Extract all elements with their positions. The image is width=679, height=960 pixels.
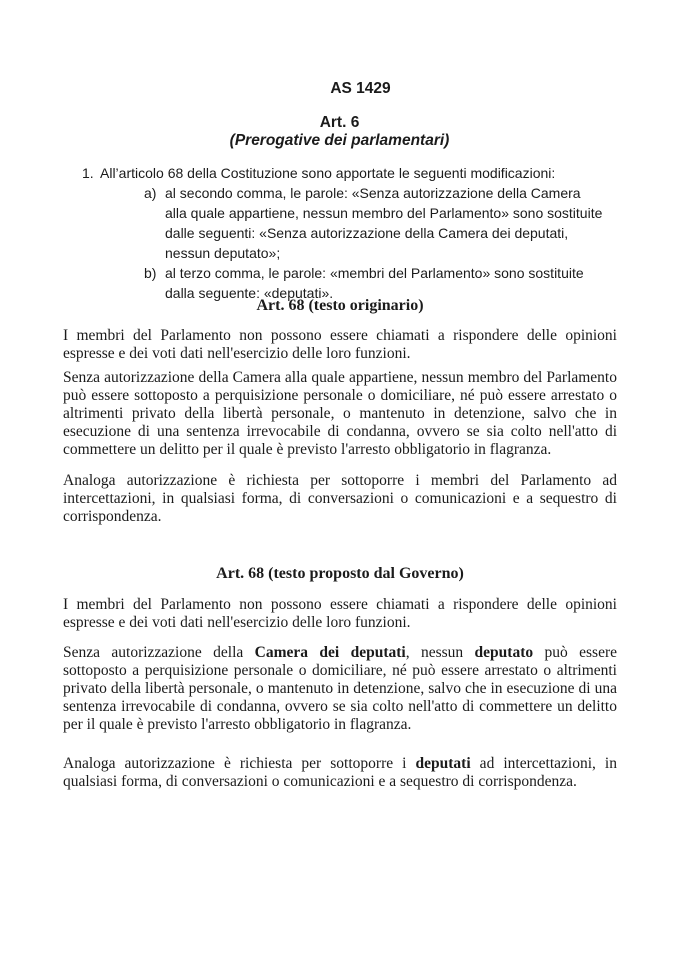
subitem-a-marker: a) — [144, 185, 157, 201]
subitem-b-marker: b) — [144, 265, 157, 281]
article-heading: Art. 6 — [319, 114, 360, 131]
article-subheading: (Prerogative dei parlamentari) — [229, 132, 450, 149]
paragraph-proposed-2: Senza autorizzazione della Camera dei deputati, nessun deputato può essere sottoposto a perquisizione personale o domiciliare, né può essere arrestato o altrimenti privato della libertà personale, o mantenuto in detenzione, salvo che in esecuzione di una sentenza irrevocabile di condanna, ovvero se sia colto nell'atto di commettere un delitto per il quale è previsto l'arresto obbligatorio in flagranza. — [63, 644, 617, 733]
paragraph-original-3: Analoga autorizzazione è richiesta per sottoporre i membri del Parlamento ad intercettazioni, in qualsiasi forma, di conversazioni o comunicazioni e a sequestro di corrispondenza. — [63, 472, 617, 525]
subitem-a-text: al secondo comma, le parole: «Senza autorizzazione della Camera alla quale appartiene, nessun membro del Parlamento» sono sostituite dalle seguenti: «Senza autorizzazione della Camera dei deputati, nessun deputato»; — [165, 185, 603, 261]
paragraph-original-1: I membri del Parlamento non possono essere chiamati a rispondere delle opinioni espresse e dei voti dati nell'esercizio delle loro funzioni. — [63, 327, 617, 362]
paragraph-original-2: Senza autorizzazione della Camera alla quale appartiene, nessun membro del Parlamento può essere sottoposto a perquisizione personale o domiciliare, né può essere arrestato o altrimenti privato della libertà personale, o mantenuto in detenzione, salvo che in esecuzione di una sentenza irrevocabile di condanna, ovvero se sia colto nell'atto di commettere un delitto per il quale è previsto l'arresto obbligatorio in flagranza. — [63, 369, 617, 458]
list-subitem-a — [100, 183, 603, 263]
list-item-1 — [63, 163, 603, 303]
paragraph-proposed-1: I membri del Parlamento non possono essere chiamati a rispondere delle opinioni espresse e dei voti dati nell'esercizio delle loro funzioni. — [63, 596, 617, 631]
paragraph-proposed-3: Analoga autorizzazione è richiesta per sottoporre i deputati ad intercettazioni, in qualsiasi forma, di conversazioni o comunicazioni e a sequestro di corrispondenza. — [63, 755, 617, 790]
list-item-text: All’articolo 68 della Costituzione sono apportate le seguenti modificazioni: — [100, 165, 556, 181]
amendment-list — [63, 163, 603, 303]
subitem-b-text: al terzo comma, le parole: «membri del Parlamento» sono sostituite dalla seguente: «deputati». — [165, 265, 584, 301]
doc-number: AS 1429 — [330, 80, 391, 97]
list-item-number: 1. — [82, 165, 94, 181]
section-heading-proposed: Art. 68 (testo proposto dal Governo) — [216, 565, 464, 582]
section-heading-original: Art. 68 (testo originario) — [256, 297, 424, 314]
